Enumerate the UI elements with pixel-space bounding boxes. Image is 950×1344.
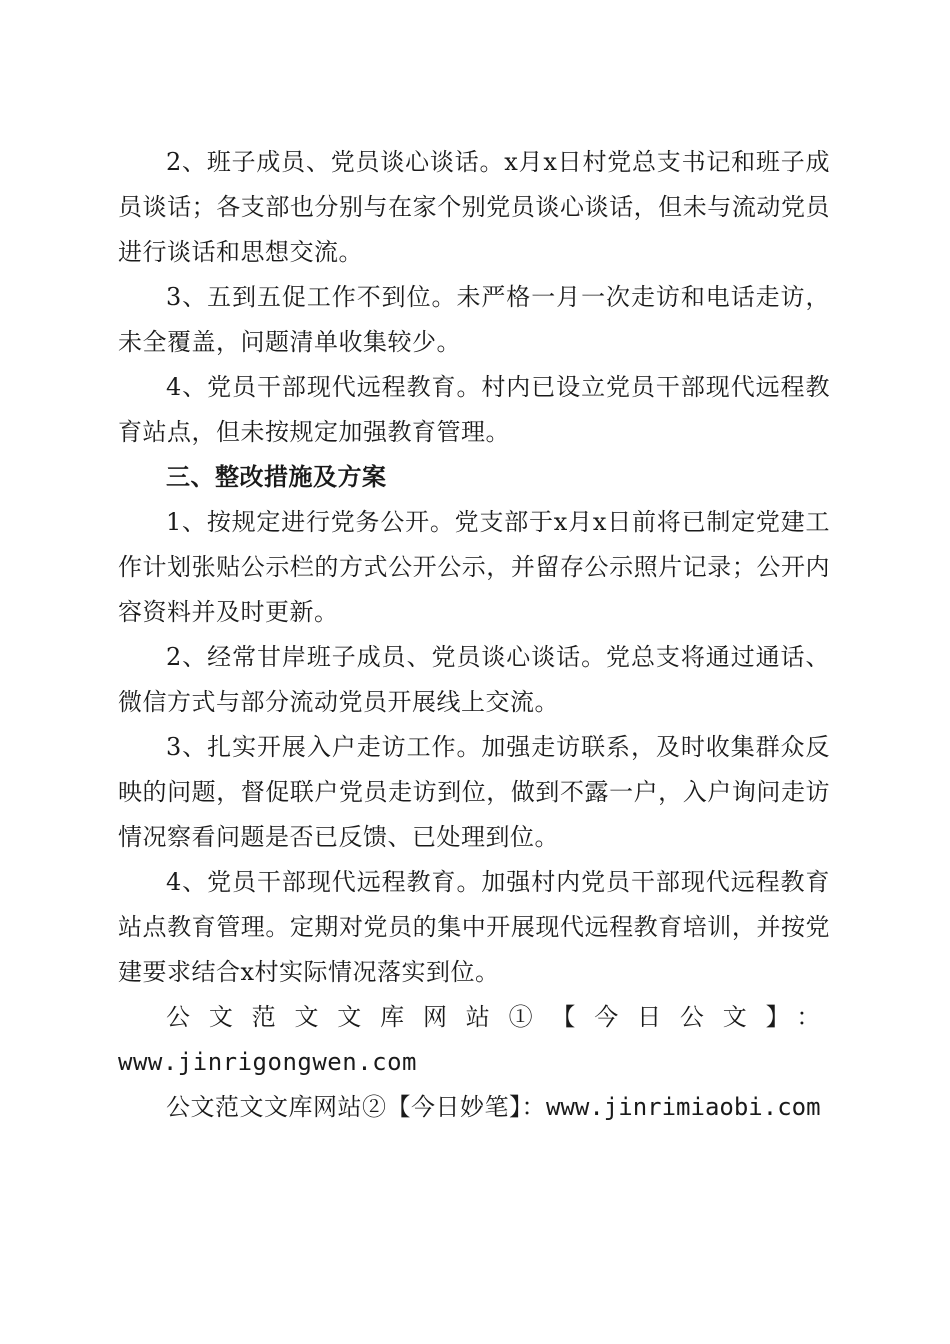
site2-line <box>118 1085 830 1130</box>
paragraph-five-visits: 3、五到五促工作不到位。未严格一月一次走访和电话走访，未全覆盖，问题清单收集较少。 <box>118 283 830 356</box>
paragraph-talks: 2、班子成员、党员谈心谈话。x月x日村党总支书记和班子成员谈话；各支部也分别与在家个别党员谈心谈话，但未与流动党员进行谈话和思想交流。 <box>118 148 830 266</box>
paragraph-household-visits: 3、扎实开展入户走访工作。加强走访联系，及时收集群众反映的问题，督促联户党员走访到位，做到不露一户，入户询问走访情况察看问题是否已反馈、已处理到位。 <box>118 733 830 851</box>
paragraph-remote-education-measures: 4、党员干部现代远程教育。加强村内党员干部现代远程教育站点教育管理。定期对党员的集中开展现代远程教育培训，并按党建要求结合x村实际情况落实到位。 <box>118 868 830 986</box>
paragraph-party-affairs: 1、按规定进行党务公开。党支部于x月x日前将已制定党建工作计划张贴公示栏的方式公开公示，并留存公示照片记录；公开内容资料并及时更新。 <box>118 508 830 626</box>
site1-url-link[interactable]: www.jinrigongwen.com <box>118 1048 417 1076</box>
paragraph-remote-education: 4、党员干部现代远程教育。村内已设立党员干部现代远程教育站点，但未按规定加强教育管理。 <box>118 373 830 446</box>
section-heading: 三、整改措施及方案 <box>166 463 387 491</box>
paragraph-heart-talks: 2、经常甘岸班子成员、党员谈心谈话。党总支将通过通话、微信方式与部分流动党员开展线上交流。 <box>118 643 830 716</box>
site2-label: 公文范文文库网站②【今日妙笔】： <box>166 1093 546 1121</box>
document-body <box>118 140 830 1130</box>
site2-url-link[interactable]: www.jinrimiaobi.com <box>546 1093 821 1121</box>
site1-label: 公文范文文库网站①【今日公文】： <box>166 1003 830 1031</box>
